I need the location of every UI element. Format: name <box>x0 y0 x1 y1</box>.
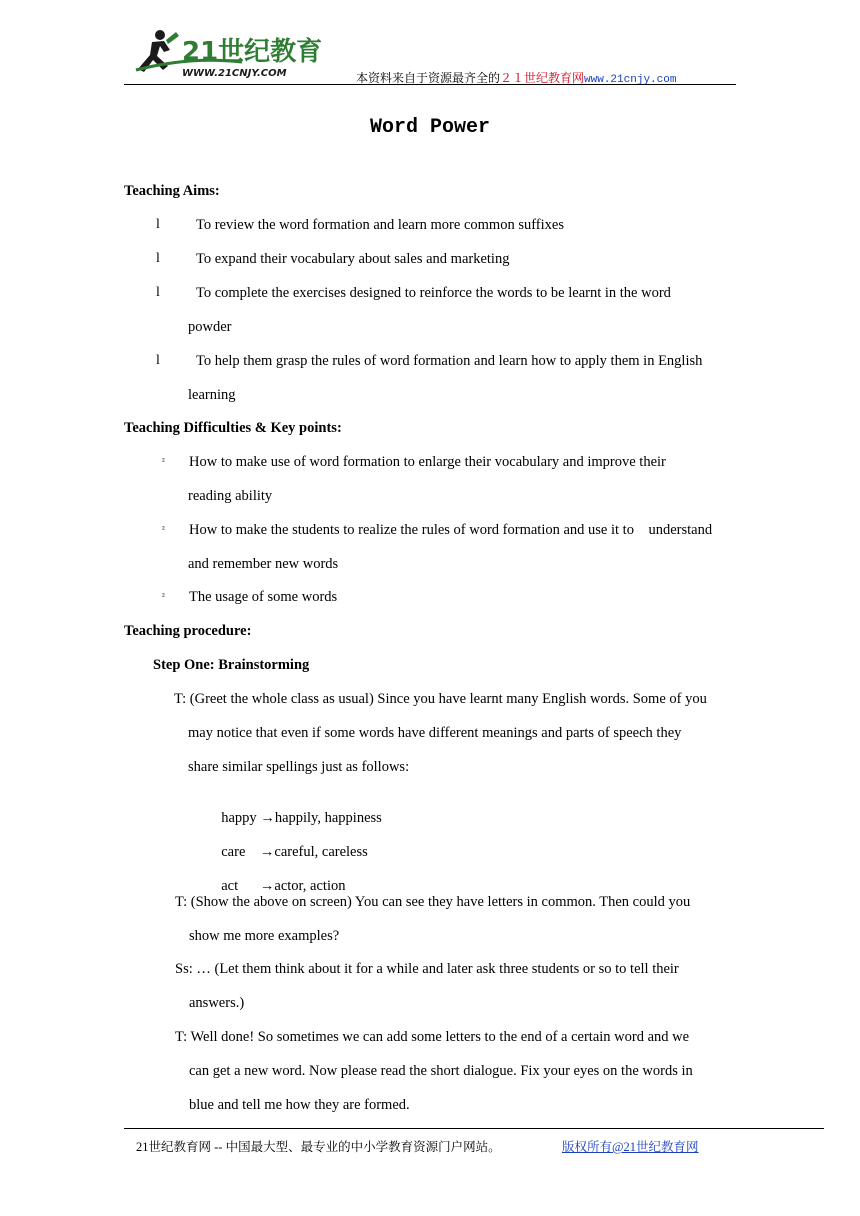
logo-text: 21世纪教育 <box>182 37 323 67</box>
site-logo <box>130 26 330 80</box>
logo-url: WWW.21CNJY.COM <box>182 68 287 79</box>
aims-item-1: To review the word formation and learn more common suffixes <box>196 217 564 233</box>
difficulties-item-1: How to make use of word formation to enlarge their vocabulary and improve their <box>189 454 666 470</box>
difficulties-item-2-cont: and remember new words <box>188 556 339 572</box>
aims-bullet: l <box>156 353 160 368</box>
footer-copyright-link[interactable]: 版权所有@21世纪教育网 <box>562 1140 699 1154</box>
arrow-icon: → <box>260 810 275 826</box>
t3-line-3: blue and tell me how they are formed. <box>189 1097 410 1113</box>
header-rule <box>124 84 736 85</box>
ss-line-1: Ss: … (Let them think about it for a while and later ask three students or so to tell their <box>175 961 679 977</box>
example-word: care <box>221 844 260 860</box>
example-row <box>214 859 345 895</box>
page-title: Word Power <box>369 116 491 139</box>
difficulties-item-3: The usage of some words <box>189 589 338 605</box>
aims-bullet: l <box>156 285 160 300</box>
aims-item-3-cont: powder <box>188 319 232 335</box>
t1-line-1: T: (Greet the whole class as usual) Since you have learnt many English words. Some of you <box>174 691 707 707</box>
t2-line-1: T: (Show the above on screen) You can see they have letters in common. Then could you <box>175 894 691 910</box>
aims-item-2: To expand their vocabulary about sales and marketing <box>196 251 510 267</box>
procedure-heading: Teaching procedure: <box>124 623 252 639</box>
aims-bullet: l <box>156 217 160 232</box>
t2-line-2: show me more examples? <box>189 928 340 944</box>
example-word: act <box>221 878 260 894</box>
example-derived: actor, action <box>274 878 346 894</box>
aims-heading: Teaching Aims: <box>124 183 220 199</box>
t3-line-2: can get a new word. Now please read the short dialogue. Fix your eyes on the words in <box>189 1063 693 1079</box>
footer-rule <box>124 1128 824 1129</box>
arrow-icon: → <box>259 878 275 894</box>
header-source-prefix: 本资料来自于资源最齐全的 <box>356 71 501 85</box>
example-row <box>214 791 382 827</box>
example-derived: careful, careless <box>274 844 368 860</box>
step-one-heading: Step One: Brainstorming <box>153 657 310 673</box>
footer-text: 21世纪教育网 -- 中国最大型、最专业的中小学教育资源门户网站。 <box>136 1140 501 1154</box>
ss-line-2: answers.) <box>189 995 245 1011</box>
arrow-icon: → <box>259 844 275 860</box>
example-derived: happily, happiness <box>274 810 382 826</box>
example-row <box>214 825 368 861</box>
header-source-url[interactable]: www.21cnjy.com <box>584 74 677 86</box>
difficulties-bullet: ² <box>162 456 165 466</box>
difficulties-bullet: ² <box>162 524 165 534</box>
aims-item-4: To help them grasp the rules of word formation and learn how to apply them in English <box>196 353 703 369</box>
t1-line-2: may notice that even if some words have different meanings and parts of speech they <box>188 725 682 741</box>
example-word: happy <box>221 810 261 826</box>
difficulties-heading: Teaching Difficulties & Key points: <box>124 420 342 436</box>
difficulties-item-2: How to make the students to realize the rules of word formation and use it to understand <box>189 522 713 538</box>
t3-line-1: T: Well done! So sometimes we can add some letters to the end of a certain word and we <box>175 1029 690 1045</box>
t1-line-3: share similar spellings just as follows: <box>188 759 410 775</box>
aims-bullet: l <box>156 251 160 266</box>
aims-item-4-cont: learning <box>188 387 236 403</box>
difficulties-bullet: ² <box>162 591 165 601</box>
difficulties-item-1-cont: reading ability <box>188 488 273 504</box>
header-source-brand: ２１世纪教育网 <box>500 71 585 85</box>
aims-item-3: To complete the exercises designed to reinforce the words to be learnt in the word <box>196 285 671 301</box>
